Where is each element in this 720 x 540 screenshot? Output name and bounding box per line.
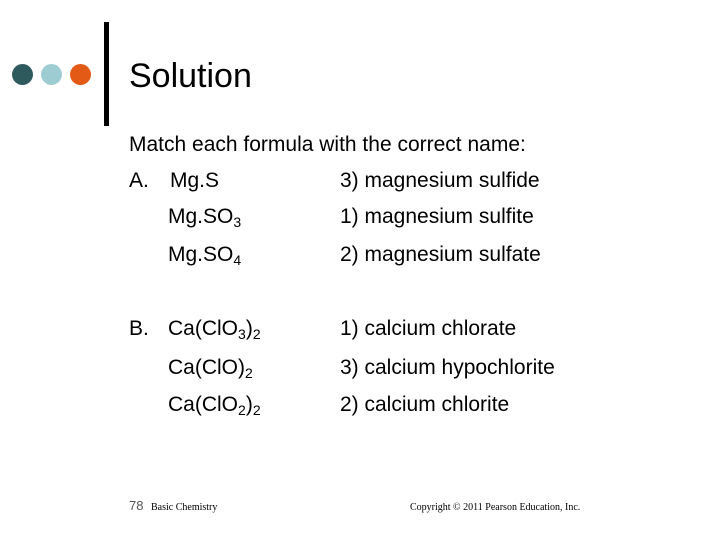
page-number: 78: [129, 498, 144, 513]
part-a-answer-1: 3) magnesium sulfide: [340, 169, 540, 192]
decorative-dot-light: [41, 64, 62, 85]
instruction-text: Match each formula with the correct name:: [129, 133, 526, 156]
part-a-answer-3: 2) magnesium sulfate: [340, 243, 541, 266]
part-b-answer-3: 2) calcium chlorite: [340, 393, 510, 416]
part-a-formula-1: Mg.S: [170, 169, 220, 192]
part-a-answer-2: 1) magnesium sulfite: [340, 205, 534, 228]
part-a-formula-3: $Mg.SO_4$: [168, 243, 242, 268]
part-b-answer-2: 3) calcium hypochlorite: [340, 356, 555, 379]
part-a-label: A.: [129, 169, 149, 192]
part-b-formula-1: $Ca(ClO_3)_2$: [168, 317, 261, 342]
decorative-dot-orange: [70, 64, 91, 85]
slide-title: Solution: [129, 57, 252, 95]
footer-course: Basic Chemistry: [151, 502, 218, 513]
part-b-formula-2: $Ca(ClO)_2$: [168, 356, 253, 381]
decorative-dot-dark: [12, 64, 33, 85]
part-a-formula-2: $Mg.SO_3$: [168, 205, 242, 230]
part-b-label: B.: [129, 317, 149, 340]
title-divider-bar: [104, 22, 109, 126]
footer-copyright: Copyright © 2011 Pearson Education, Inc.: [410, 502, 581, 513]
part-b-formula-3: $Ca(ClO_2)_2$: [168, 393, 261, 418]
part-b-answer-1: 1) calcium chlorate: [340, 317, 517, 340]
